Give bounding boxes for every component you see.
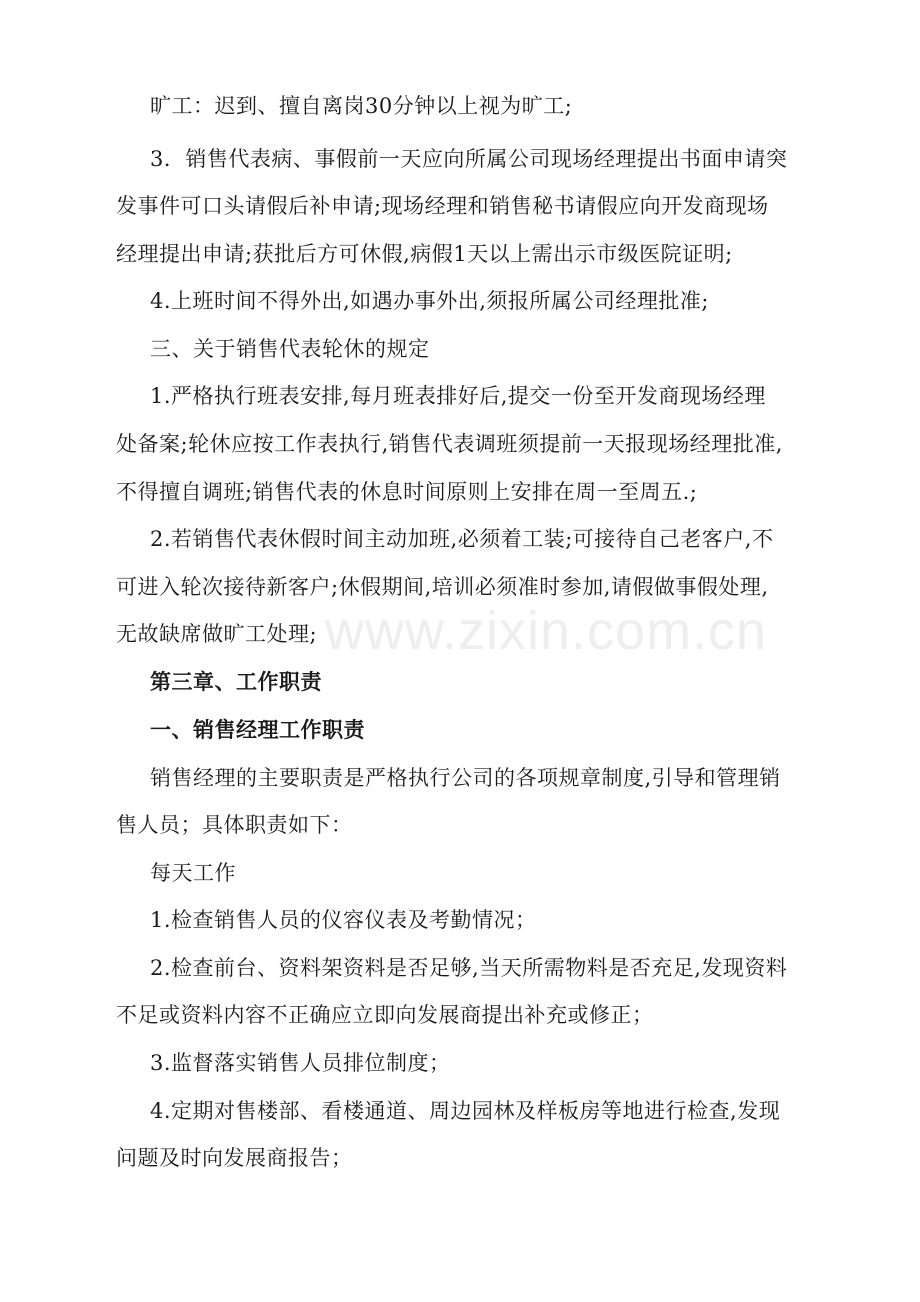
- paragraph-line: 处备案;轮休应按工作表执行,销售代表调班须提前一天报现场经理批准,: [116, 432, 783, 456]
- paragraph-line: 售人员；具体职责如下：: [116, 813, 353, 837]
- watermark: www.zixin.com.cn: [325, 601, 768, 661]
- paragraph-line: 3．销售代表病、事假前一天应向所属公司现场经理提出书面申请突: [150, 147, 788, 171]
- paragraph-line: 销售经理的主要职责是严格执行公司的各项规章制度,引导和管理销: [150, 766, 781, 790]
- section-heading: 第三章、工作职责: [150, 669, 322, 694]
- paragraph-line: 旷工：迟到、擅自离岗30分钟以上视为旷工;: [150, 94, 573, 118]
- paragraph-line: 4.上班时间不得外出,如遇办事外出,须报所属公司经理批准;: [150, 289, 709, 313]
- paragraph-line: 不足或资料内容不正确应立即向发展商提出补充或修正；: [116, 1003, 654, 1027]
- paragraph-line: 1.检查销售人员的仪容仪表及考勤情况；: [150, 908, 537, 932]
- paragraph-line: 三、关于销售代表轮休的规定: [150, 337, 430, 361]
- paragraph-line: 问题及时向发展商报告；: [116, 1146, 353, 1170]
- paragraph-line: 可进入轮次接待新客户;休假期间,培训必须准时参加,请假做事假处理,: [116, 575, 769, 599]
- section-heading: 一、销售经理工作职责: [150, 717, 365, 742]
- paragraph-line: 3.监督落实销售人员排位制度；: [150, 1051, 451, 1075]
- paragraph-line: 无故缺席做旷工处理;: [116, 622, 318, 646]
- paragraph-line: 2.若销售代表休假时间主动加班,必须着工装;可接待自己老客户,不: [150, 527, 774, 551]
- paragraph-line: 发事件可口头请假后补申请;现场经理和销售秘书请假应向开发商现场: [116, 194, 769, 218]
- paragraph-line: 不得擅自调班;销售代表的休息时间原则上安排在周一至周五.;: [116, 480, 698, 504]
- paragraph-line: 2.检查前台、资料架资料是否足够,当天所需物料是否充足,发现资料: [150, 956, 788, 980]
- paragraph-line: 1.严格执行班表安排,每月班表排好后,提交一份至开发商现场经理: [150, 384, 766, 408]
- paragraph-line: 4.定期对售楼部、看楼通道、周边园林及样板房等地进行检查,发现: [150, 1099, 781, 1123]
- paragraph-line: 每天工作: [150, 861, 236, 885]
- paragraph-line: 经理提出申请;获批后方可休假,病假1天以上需出示市级医院证明;: [116, 242, 733, 266]
